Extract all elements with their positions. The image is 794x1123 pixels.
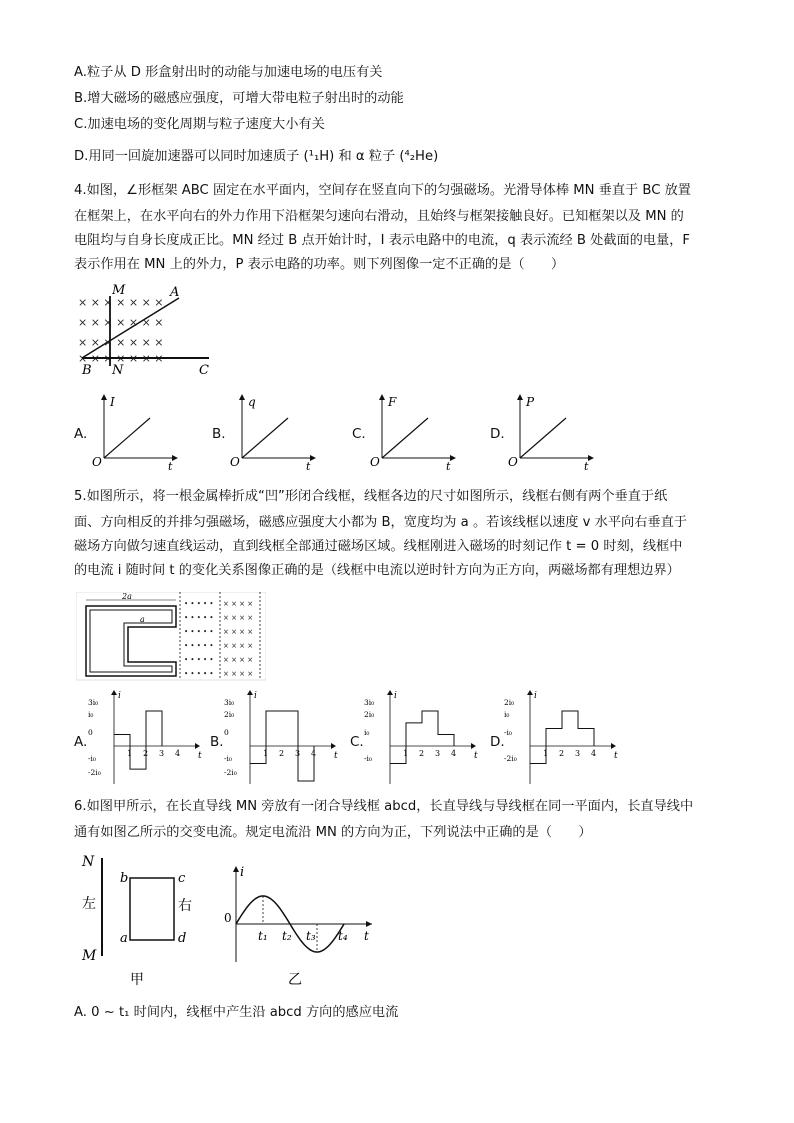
- q5-current-trace: [114, 711, 165, 769]
- q4-option-b-graph: [230, 392, 320, 472]
- svg-text:• • • • •: • • • • •: [184, 670, 214, 678]
- q4-option-line: [104, 418, 150, 458]
- svg-text:× × × × × × ×: × × × × × × ×: [78, 316, 164, 329]
- q6-line-2: 通有如图乙所示的交变电流。规定电流沿 MN 的方向为正，下列说法中正确的是（ ）: [74, 825, 592, 840]
- q5-tick-x: 3: [295, 749, 301, 758]
- svg-text:× × × ×: × × × ×: [223, 656, 254, 664]
- q3-option-b: B.增大磁场的磁感应强度，可增大带电粒子射出时的动能: [74, 91, 404, 106]
- q4-option-line: [520, 418, 566, 458]
- q5-tick-y: i₀: [364, 728, 370, 737]
- q5-tick-y: -i₀: [364, 754, 372, 763]
- q4-option-c-graph: [370, 392, 460, 472]
- svg-text:× × × ×: × × × ×: [223, 670, 254, 678]
- q5-tick-y: 2i₀: [504, 698, 515, 707]
- q5-tick-y: 3i₀: [224, 698, 235, 707]
- q5-tick-y: 2i₀: [224, 710, 235, 719]
- q5-tick-x: 3: [435, 749, 441, 758]
- q4-option-d-graph: [508, 392, 598, 472]
- q4-y-label: P: [526, 395, 535, 409]
- q5-tick-y: 0: [224, 728, 229, 737]
- q5-axis-t: t: [198, 751, 202, 761]
- q6-label-right: 右: [178, 898, 192, 914]
- q5-tick-y: 2i₀: [364, 710, 375, 719]
- q3-option-c: C.加速电场的变化周期与粒子速度大小有关: [74, 117, 325, 132]
- q4-y-label: I: [110, 395, 115, 409]
- q4-origin: O: [508, 455, 518, 469]
- q5-line-3: 磁场方向做匀速直线运动，直到线框全部通过磁场区域。线框刚进入磁场的时刻记作 t = 0 时刻，线框中: [74, 539, 683, 554]
- q4-option-c-label: C.: [352, 426, 366, 442]
- q6-label-m: M: [82, 948, 97, 964]
- svg-text:• • • • •: • • • • •: [184, 614, 214, 622]
- q4-y-label: F: [388, 395, 397, 409]
- q5-tick-y: -i₀: [224, 754, 232, 763]
- q5-tick-x: 1: [127, 749, 133, 758]
- q5-line-4: 的电流 i 随时间 t 的变化关系图像正确的是（线框中电流以逆时针方向为正方向，两磁场都有理想边界）: [74, 563, 680, 578]
- q5-frame-diagram: [76, 592, 266, 682]
- q3-option-d: D.用同一回旋加速器可以同时加速质子 (¹₁H) 和 α 粒子 (⁴₂He): [74, 149, 439, 164]
- q5-tick-x: 3: [575, 749, 581, 758]
- q4-origin: O: [92, 455, 102, 469]
- svg-text:• • • • •: • • • • •: [184, 656, 214, 664]
- q5-label-a: a: [140, 615, 145, 624]
- q5-option-a-label: A.: [74, 734, 88, 750]
- svg-text:× × × ×: × × × ×: [223, 628, 254, 636]
- q5-tick-y: -2i₀: [504, 754, 517, 763]
- q6-axis-i: i: [240, 865, 245, 880]
- q4-line-1: 4.如图，∠形框架 ABC 固定在水平面内，空间存在竖直向下的匀强磁场。光滑导体棒 MN 垂直于 BC 放置: [74, 183, 691, 198]
- svg-text:• • • • •: • • • • •: [184, 642, 214, 650]
- q6-t2: t₂: [282, 929, 292, 943]
- q4-x-label: t: [306, 460, 311, 472]
- q6-fig-yi: [222, 862, 382, 992]
- q5-tick-y: i₀: [504, 710, 510, 719]
- q4-origin: O: [370, 455, 380, 469]
- q5-line-2: 面、方向相反的并排匀强磁场，磁感应强度大小都为 B，宽度均为 a 。若该线框以速度 v 水平向右垂直于: [74, 515, 687, 530]
- q5-axis-i: i: [394, 691, 397, 701]
- q6-label-left: 左: [82, 896, 96, 912]
- q6-t: t: [364, 929, 369, 943]
- q4-x-label: t: [168, 460, 173, 472]
- q4-line-2: 在框架上，在水平向右的外力作用下沿框架匀速向右滑动，且始终与框架接触良好。已知框架以及 MN 的: [74, 209, 684, 224]
- q6-option-a: A. 0 ~ t₁ 时间内，线框中产生沿 abcd 方向的感应电流: [74, 1005, 399, 1020]
- q4-label-n: N: [112, 363, 124, 377]
- svg-text:× × × ×: × × × ×: [223, 614, 254, 622]
- q5-tick-x: 1: [543, 749, 549, 758]
- q4-label-m: M: [112, 283, 126, 298]
- q4-label-a: A: [170, 285, 180, 300]
- q5-tick-x: 1: [403, 749, 409, 758]
- q5-tick-x: 3: [159, 749, 165, 758]
- q5-tick-y: -i₀: [88, 754, 96, 763]
- q4-option-b-label: B.: [212, 426, 226, 442]
- q4-option-a-graph: [92, 392, 182, 472]
- q6-label-n: N: [82, 854, 95, 870]
- q6-label-c: c: [178, 871, 186, 886]
- q5-option-d-label: D.: [490, 734, 505, 750]
- q5-tick-y: 0: [88, 728, 93, 737]
- q4-option-d-label: D.: [490, 426, 505, 442]
- q5-tick-x: 2: [559, 749, 565, 758]
- q5-tick-x: 2: [419, 749, 425, 758]
- q5-tick-y: -2i₀: [224, 768, 237, 777]
- q5-label-2a: 2a: [122, 592, 132, 601]
- q4-label-c: C: [199, 363, 209, 377]
- q5-option-d-graph: [502, 688, 622, 788]
- q5-axis-i: i: [534, 691, 537, 701]
- q4-option-line: [382, 418, 428, 458]
- q5-tick-y: i₀: [88, 710, 94, 719]
- q4-line-3: 电阻均与自身长度成正比。MN 经过 B 点开始计时，I 表示电路中的电流，q 表示流经 B 处截面的电量，F: [74, 233, 691, 248]
- q5-tick-y: 3i₀: [364, 698, 375, 707]
- svg-text:× × × × × × ×: × × × × × × ×: [78, 336, 164, 349]
- q6-t4: t₄: [338, 929, 348, 943]
- svg-text:• • • • •: • • • • •: [184, 628, 214, 636]
- q5-tick-y: -2i₀: [88, 768, 101, 777]
- q4-y-label: q: [248, 395, 256, 409]
- q5-tick-y: -i₀: [504, 728, 512, 737]
- q6-t3: t₃: [306, 929, 316, 943]
- q6-label-b: b: [120, 871, 129, 886]
- q5-line-1: 5.如图所示，将一根金属棒折成“凹”形闭合线框，线框各边的尺寸如图所示，线框右侧有两个垂直于纸: [74, 489, 668, 504]
- q6-caption-jia: 甲: [130, 972, 144, 988]
- q4-origin: O: [230, 455, 240, 469]
- q5-axis-i: i: [118, 691, 121, 701]
- q5-tick-x: 2: [279, 749, 285, 758]
- q4-x-label: t: [584, 460, 589, 472]
- q6-fig-jia: [78, 852, 218, 992]
- q5-tick-x: 1: [263, 749, 269, 758]
- q6-line-1: 6.如图甲所示，在长直导线 MN 旁放有一闭合导线框 abcd，长直导线与导线框在同一平面内，长直导线中: [74, 799, 694, 814]
- q4-line-4: 表示作用在 MN 上的外力，P 表示电路的功率。则下列图像一定不正确的是（ ）: [74, 257, 565, 272]
- q3-option-a: A.粒子从 D 形盒射出时的动能与加速电场的电压有关: [74, 65, 383, 80]
- svg-text:× × × ×: × × × ×: [223, 642, 254, 650]
- q5-axis-t: t: [614, 751, 618, 761]
- q6-origin: 0: [224, 911, 232, 925]
- q5-axis-i: i: [254, 691, 257, 701]
- q5-tick-x: 4: [311, 749, 317, 758]
- q6-label-d: d: [178, 931, 187, 946]
- svg-text:× × × × × × ×: × × × × × × ×: [78, 296, 164, 309]
- q5-axis-t: t: [474, 751, 478, 761]
- q5-tick-x: 4: [591, 749, 597, 758]
- q6-label-a: a: [120, 931, 128, 946]
- svg-text:× × × ×: × × × ×: [223, 600, 254, 608]
- svg-text:• • • • •: • • • • •: [184, 600, 214, 608]
- q5-tick-x: 4: [175, 749, 181, 758]
- q5-option-b-graph: [222, 688, 342, 788]
- q4-label-b: B: [82, 363, 92, 377]
- q4-option-a-label: A.: [74, 426, 88, 442]
- q5-tick-y: 3i₀: [88, 698, 99, 707]
- q5-tick-x: 4: [451, 749, 457, 758]
- q5-option-a-graph: [86, 688, 206, 788]
- svg-text:× × × × × × ×: × × × × × × ×: [78, 352, 164, 365]
- q5-axis-t: t: [334, 751, 338, 761]
- q4-x-label: t: [446, 460, 451, 472]
- q4-option-line: [242, 418, 288, 458]
- q4-frame-diagram: [74, 282, 224, 377]
- q5-option-c-graph: [362, 688, 482, 788]
- q5-tick-x: 2: [143, 749, 149, 758]
- q6-t1: t₁: [258, 929, 268, 943]
- q5-option-c-label: C.: [350, 734, 364, 750]
- q5-option-b-label: B.: [210, 734, 224, 750]
- q6-caption-yi: 乙: [288, 972, 302, 988]
